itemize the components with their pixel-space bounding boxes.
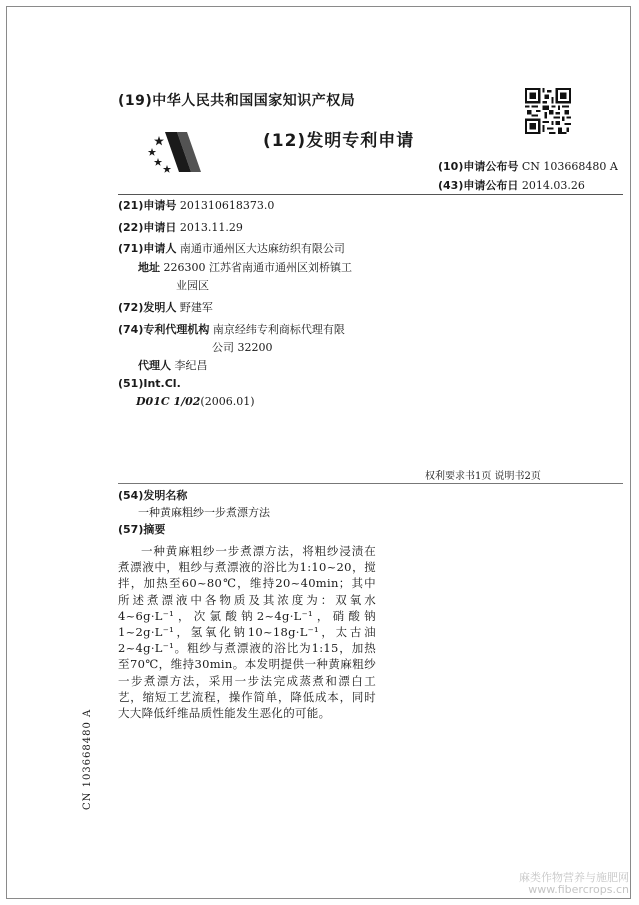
agency-row: [118, 321, 345, 337]
address-row: [138, 259, 352, 275]
watermark-line2: www.fibercrops.cn: [528, 883, 629, 896]
intcl-label: (51)Int.Cl.: [118, 377, 181, 390]
abstract-text: 一种黄麻粗纱一步煮漂方法，将粗纱浸渍在煮漂液中，粗纱与煮漂液的浴比为1:10~20，搅拌，加热至60~80℃，维持20~40min；其中所述煮漂液中各物质及其浓度为：双氧水4~6g·L⁻¹，次氯酸钠2~4g·L⁻¹，硝酸钠1~2g·L⁻¹，氢氧化钠10~18g·L⁻¹，太古油2~4g·L⁻¹。粗纱与煮漂液的浴比为1:15，加热至70℃，维持30min。本发明提供一种黄麻粗纱一步煮漂方法，采用一步法完成蒸煮和漂白工艺，缩短工艺流程，操作简单，降低成本，同时大大降低纤维品质性能发生恶化的可能。: [118, 544, 376, 721]
publication-number-label: (10)申请公布号: [438, 160, 519, 173]
filing-date: 2013.11.29: [179, 221, 243, 234]
title-label: (54)发明名称: [118, 489, 188, 502]
intcl-code: D01C 1/02: [136, 395, 201, 408]
publication-date: 2014.03.26: [521, 179, 585, 192]
address-label: 地址: [138, 261, 160, 274]
abstract-body: [118, 543, 376, 721]
counts-divider: [118, 483, 623, 484]
page-counts: 权利要求书1页 说明书2页: [425, 471, 541, 482]
publication-date-label: (43)申请公布日: [438, 179, 519, 192]
intcl-year: (2006.01): [200, 395, 255, 408]
application-number-row: [118, 197, 274, 213]
applicant-label: (71)申请人: [118, 242, 177, 255]
agent-label: 代理人: [138, 359, 171, 372]
address-line2: 业园区: [176, 279, 209, 292]
agency-line1: 南京经纬专利商标代理有限: [212, 323, 345, 336]
inventor-row: [118, 299, 213, 315]
address-line1: 226300 江苏省南通市通州区刘桥镇工: [163, 261, 352, 274]
office-name: (19)中华人民共和国国家知识产权局: [118, 93, 356, 109]
watermark-line1: 麻类作物营养与施肥网: [519, 871, 629, 884]
filing-date-row: [118, 219, 243, 235]
publication-number: CN 103668480 A: [521, 160, 618, 173]
invention-title: 一种黄麻粗纱一步煮漂方法: [138, 506, 270, 519]
inventor-label: (72)发明人: [118, 301, 177, 314]
publication-date-row: [438, 177, 585, 193]
side-publication-number: CN 103668480 A: [82, 708, 93, 810]
applicant: 南通市通州区大达麻纺织有限公司: [179, 242, 345, 255]
inventor: 野建军: [179, 301, 213, 314]
agent: 李纪昌: [174, 359, 208, 372]
application-number: 201310618373.0: [179, 199, 275, 212]
qr-code-icon: [525, 88, 571, 134]
filing-date-label: (22)申请日: [118, 221, 177, 234]
application-number-label: (21)申请号: [118, 199, 177, 212]
document-type: (12)发明专利申请: [263, 131, 415, 151]
intcl-classification: [136, 395, 255, 408]
cnipa-logo-icon: [147, 128, 205, 176]
agency-line2: 公司 32200: [212, 341, 273, 354]
abstract-label: (57)摘要: [118, 523, 166, 536]
applicant-row: [118, 240, 345, 256]
agency-label: (74)专利代理机构: [118, 323, 210, 336]
header-divider: [118, 194, 623, 195]
publication-number-row: [438, 158, 618, 174]
watermark: [519, 872, 629, 896]
agent-row: [138, 357, 208, 373]
